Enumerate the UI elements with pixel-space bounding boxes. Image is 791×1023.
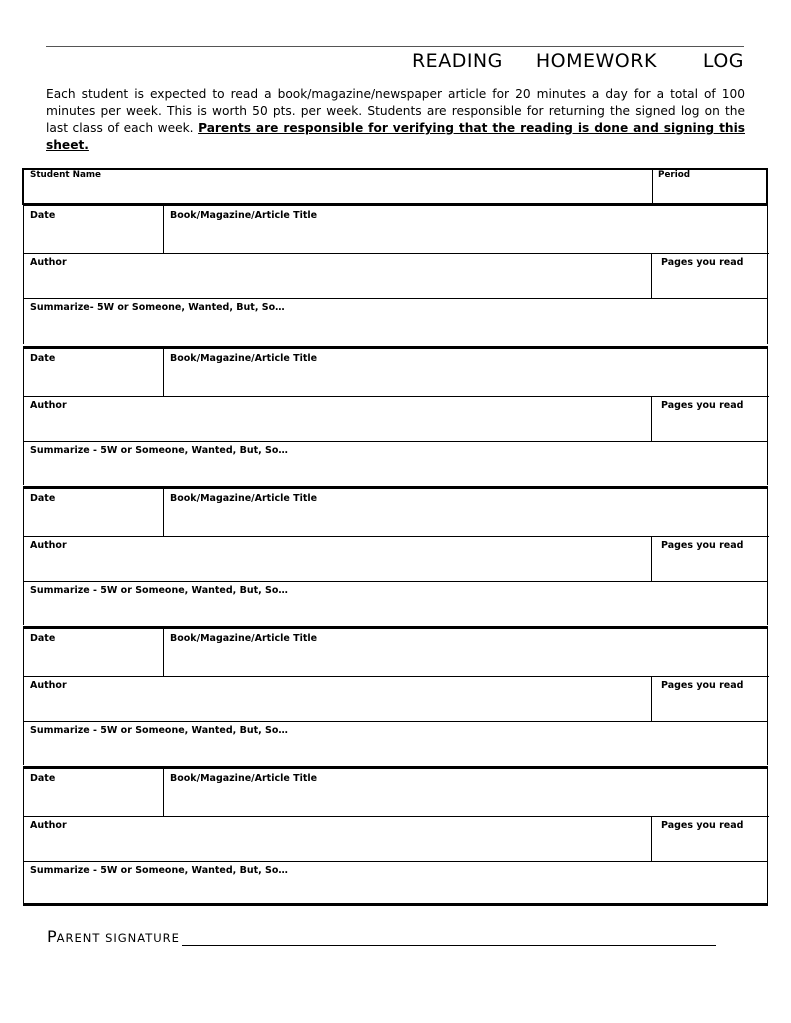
reading-entry	[23, 626, 768, 765]
summary-field[interactable]	[24, 861, 769, 908]
summary-label: Summarize - 5W or Someone, Wanted, But, So…	[30, 585, 288, 596]
date-label: Date	[30, 210, 56, 221]
author-field[interactable]	[24, 676, 652, 721]
entry-row-author	[24, 676, 767, 722]
author-label: Author	[30, 257, 67, 268]
title-field[interactable]	[164, 206, 769, 254]
title-field[interactable]	[164, 629, 769, 677]
parent-instructions: Parents are responsible for verifying that the reading is done and signing this sheet.	[46, 121, 745, 152]
student-name-field[interactable]	[24, 170, 653, 203]
title-field[interactable]	[164, 769, 769, 817]
summary-label: Summarize - 5W or Someone, Wanted, But, So…	[30, 725, 288, 736]
title-word-homework: HOMEWORK	[535, 50, 657, 72]
title-label: Book/Magazine/Article Title	[170, 493, 318, 504]
title-label: Book/Magazine/Article Title	[170, 210, 318, 221]
title-word-reading: READING	[411, 50, 503, 72]
pages-field[interactable]	[652, 396, 769, 441]
student-info-box	[22, 168, 768, 205]
entry-row-author	[24, 396, 767, 442]
pages-field[interactable]	[652, 816, 769, 861]
date-label: Date	[30, 633, 56, 644]
author-label: Author	[30, 680, 67, 691]
instructions-text: Each student is expected to read a book/magazine/newspaper article for 20 minutes a day for a total of 100 minutes per week. This is worth 50 pts. per week. Students are responsible for returning the signed log on the last class of each week.	[46, 87, 745, 135]
author-field[interactable]	[24, 253, 652, 298]
date-field[interactable]	[24, 489, 164, 536]
summary-field[interactable]	[24, 441, 769, 488]
pages-field[interactable]	[652, 676, 769, 721]
entry-row-summary	[24, 298, 767, 345]
pages-field[interactable]	[652, 253, 769, 298]
reading-entry	[23, 486, 768, 625]
title-label: Book/Magazine/Article Title	[170, 773, 318, 784]
pages-label: Pages you read	[661, 540, 744, 551]
entry-row-author	[24, 253, 767, 299]
author-label: Author	[30, 400, 67, 411]
pages-label: Pages you read	[661, 400, 744, 411]
date-label: Date	[30, 773, 56, 784]
entry-row-summary	[24, 441, 767, 488]
author-field[interactable]	[24, 536, 652, 581]
summary-label: Summarize - 5W or Someone, Wanted, But, So…	[30, 865, 288, 876]
entry-row-author	[24, 816, 767, 862]
period-label: Period	[658, 170, 691, 180]
title-field[interactable]	[164, 489, 769, 537]
reading-entry	[23, 766, 768, 905]
reading-entry	[23, 346, 768, 485]
parent-signature-line	[47, 927, 716, 946]
date-field[interactable]	[24, 206, 164, 253]
signature-label-initial: P	[47, 927, 57, 946]
entry-row-author	[24, 536, 767, 582]
pages-label: Pages you read	[661, 680, 744, 691]
author-label: Author	[30, 820, 67, 831]
summary-label: Summarize - 5W or Someone, Wanted, But, So…	[30, 445, 288, 456]
date-field[interactable]	[24, 349, 164, 396]
summary-label: Summarize- 5W or Someone, Wanted, But, So…	[30, 302, 285, 313]
period-field[interactable]	[652, 170, 770, 203]
author-label: Author	[30, 540, 67, 551]
title-word-log: LOG	[702, 50, 744, 72]
summary-field[interactable]	[24, 581, 769, 628]
entry-row-summary	[24, 581, 767, 628]
table-bottom-rule	[23, 903, 768, 906]
title-label: Book/Magazine/Article Title	[170, 353, 318, 364]
signature-blank[interactable]	[182, 931, 716, 946]
author-field[interactable]	[24, 396, 652, 441]
date-label: Date	[30, 493, 56, 504]
instructions-paragraph	[46, 86, 745, 154]
pages-label: Pages you read	[661, 820, 744, 831]
pages-label: Pages you read	[661, 257, 744, 268]
entry-row-title	[24, 489, 767, 537]
author-field[interactable]	[24, 816, 652, 861]
date-field[interactable]	[24, 769, 164, 816]
entry-row-summary	[24, 721, 767, 768]
reading-entry	[23, 205, 768, 344]
student-name-label: Student Name	[30, 170, 102, 180]
entry-row-title	[24, 629, 767, 677]
summary-field[interactable]	[24, 298, 769, 345]
signature-label-rest: ARENT SIGNATURE	[56, 931, 180, 945]
entry-row-title	[24, 349, 767, 397]
entry-row-title	[24, 206, 767, 254]
entry-row-summary	[24, 861, 767, 908]
date-field[interactable]	[24, 629, 164, 676]
page-title	[46, 50, 744, 74]
header-rule	[46, 46, 744, 47]
entry-row-title	[24, 769, 767, 817]
title-label: Book/Magazine/Article Title	[170, 633, 318, 644]
pages-field[interactable]	[652, 536, 769, 581]
date-label: Date	[30, 353, 56, 364]
title-field[interactable]	[164, 349, 769, 397]
summary-field[interactable]	[24, 721, 769, 768]
